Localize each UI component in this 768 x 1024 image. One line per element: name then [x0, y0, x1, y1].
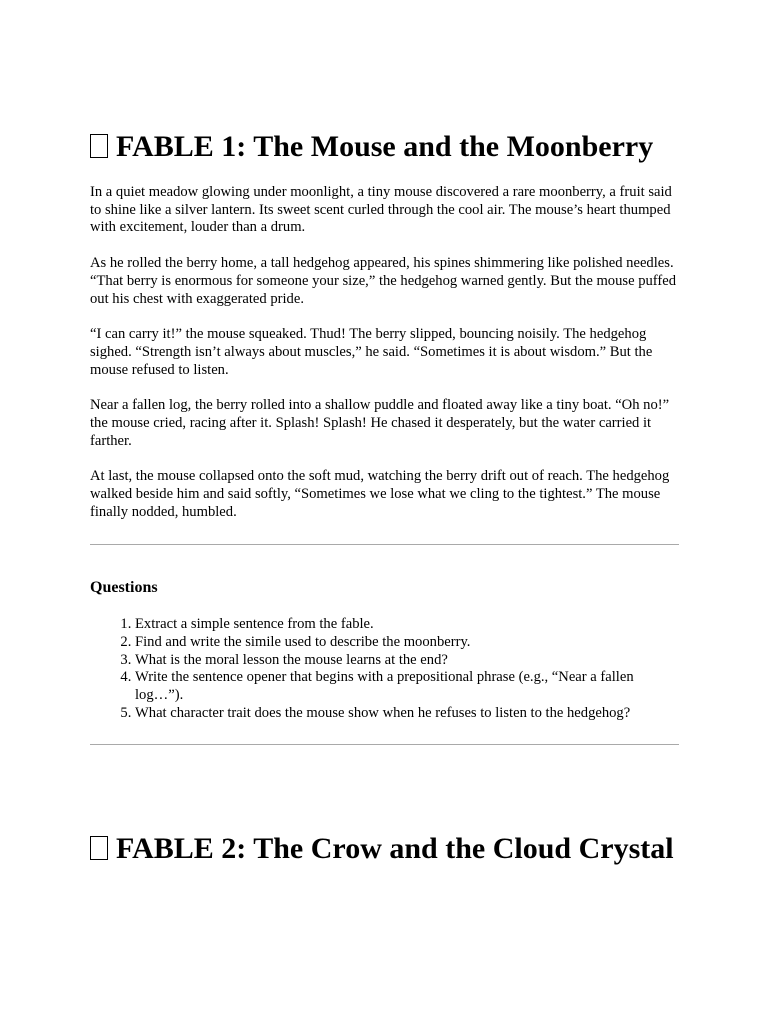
question-item: 1. Extract a simple sentence from the fable.	[135, 616, 680, 634]
missing-glyph-box-icon	[90, 134, 108, 158]
section-divider	[90, 744, 679, 745]
question-item: 4. Write the sentence opener that begins with a prepositional phrase (e.g., “Near a fallen log…”).	[135, 669, 680, 705]
story-paragraph: “I can carry it!” the mouse squeaked. Thud! The berry slipped, bouncing noisily. The hedgehog sighed. “Strength isn’t always about muscles,” he said. “Sometimes it is about wisdom.” But the mouse refused to listen.	[90, 326, 653, 378]
missing-glyph-box-icon	[90, 836, 108, 860]
fable-1-title	[90, 130, 653, 164]
fable-2-title-text: FABLE 2: The Crow and the Cloud Crystal	[116, 832, 674, 865]
story-paragraph: At last, the mouse collapsed onto the soft mud, watching the berry drift out of reach. The hedgehog walked beside him and said softly, “Sometimes we lose what we cling to the tightest.” The mouse finally nodded, humbled.	[90, 468, 670, 520]
fable-2-title	[90, 832, 674, 866]
question-item: 3. What is the moral lesson the mouse learns at the end?	[135, 652, 680, 670]
story-paragraph: In a quiet meadow glowing under moonlight, a tiny mouse discovered a rare moonberry, a fruit said to shine like a silver lantern. Its sweet scent curled through the cool air. The mouse’s heart thumped with excitement, louder than a drum.	[90, 184, 672, 236]
questions-heading: Questions	[90, 579, 158, 596]
fable-1-story	[90, 184, 680, 540]
questions-list	[90, 616, 680, 723]
fable-1-title-text: FABLE 1: The Mouse and the Moonberry	[116, 130, 654, 163]
question-item: 2. Find and write the simile used to describe the moonberry.	[135, 634, 680, 652]
story-paragraph: As he rolled the berry home, a tall hedgehog appeared, his spines shimmering like polished needles. “That berry is enormous for someone your size,” the hedgehog warned gently. But the mouse puffed out his chest with exaggerated pride.	[90, 255, 677, 307]
section-divider	[90, 544, 679, 545]
question-item: 5. What character trait does the mouse show when he refuses to listen to the hedgehog?	[135, 705, 680, 723]
story-paragraph: Near a fallen log, the berry rolled into a shallow puddle and floated away like a tiny boat. “Oh no!” the mouse cried, racing after it. Splash! Splash! He chased it desperately, but the water carried it farther.	[90, 397, 670, 449]
